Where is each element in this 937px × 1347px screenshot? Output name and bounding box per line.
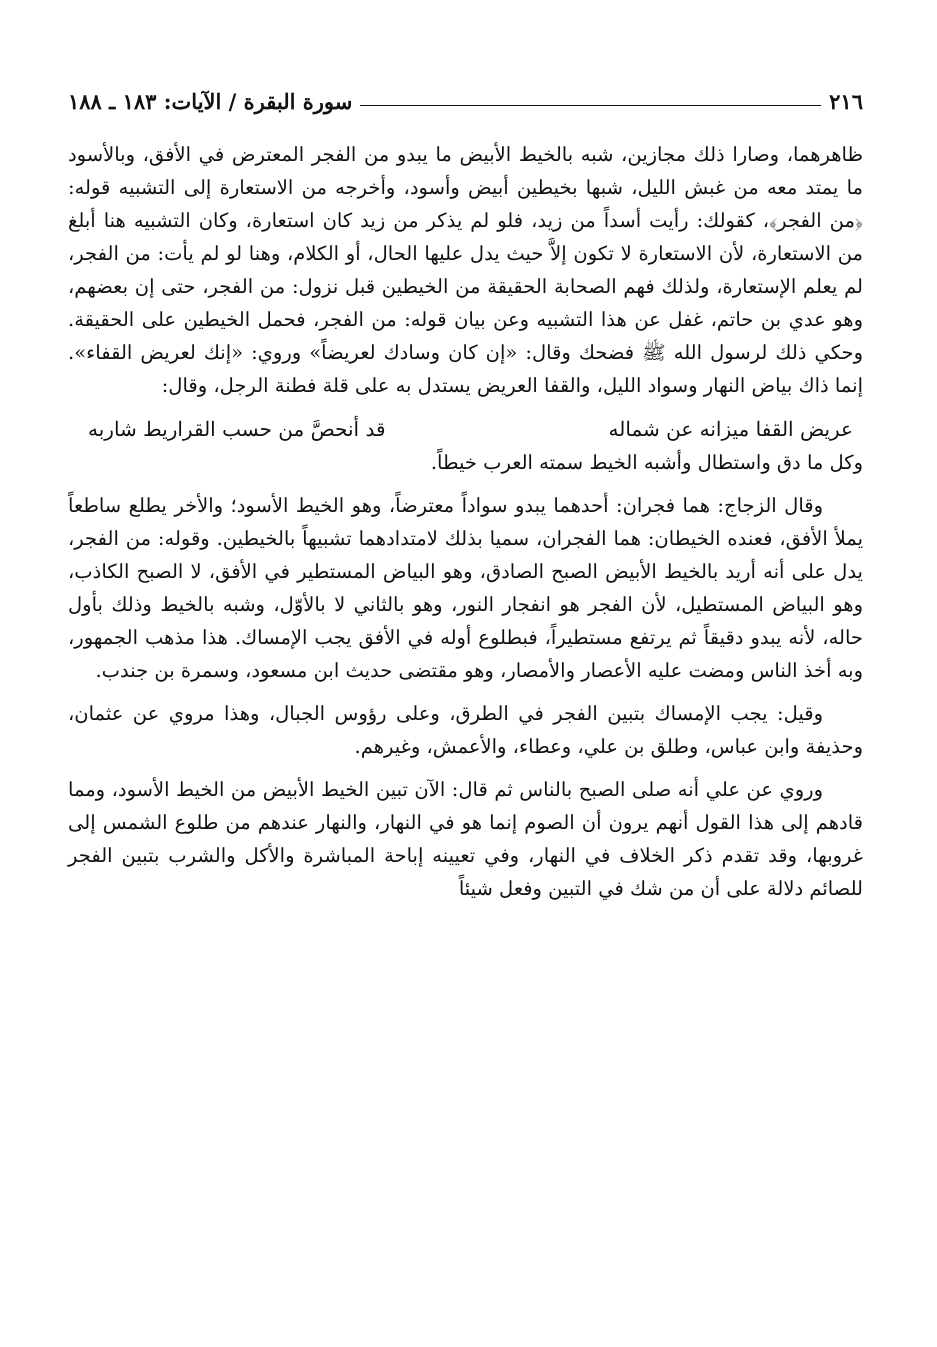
paragraph-qila: وقيل: يجب الإمساك بتبين الفجر في الطرق، وعلى رؤوس الجبال، وهذا مروي عن عثمان، وحذيفة وابن عباس، وطلق بن علي، وعطاء، والأعمش، وغيرهم. bbox=[68, 702, 863, 758]
page-body bbox=[68, 138, 863, 905]
page-number: ٢١٦ bbox=[829, 88, 863, 114]
paragraph-zajjaj: وقال الزجاج: هما فجران: أحدهما يبدو سواداً معترضاً، وهو الخيط الأسود؛ والأخر يطلع ساطعاً يملأ الأفق، فعنده الخيطان: هما الفجران، سميا بذلك لامتدادهما تشبيهاً بالخيطين. وقوله: من الفجر، يدل على أنه أريد بالخيط الأبيض الصبح الصادق، وهو البياض المستطير في الأفق، لا الصبح الكاذب، وهو البياض المستطيل، لأن الفجر هو انفجار النور، وهو بالثاني لا بالأوّل، وشبه بالخيط وذلك بأول حاله، لأنه يبدو دقيقاً ثم يرتفع مستطيراً، فبطلوع أوله في الأفق يجب الإمساك. هذا مذهب الجمهور، وبه أخذ الناس ومضت عليه الأعصار والأمصار، وهو مقتضى حديث ابن مسعود، وسمرة بن جندب. bbox=[68, 494, 863, 682]
book-page bbox=[68, 82, 863, 905]
verse-first-hemistich: عريض القفا ميزانه عن شماله bbox=[608, 417, 853, 441]
running-header bbox=[68, 82, 863, 120]
header-title: سورة البقرة / الآيات: ١٨٣ ـ ١٨٨ bbox=[68, 88, 353, 114]
paragraph-after-verse: وكل ما دق واستطال وأشبه الخيط سمته العرب خيطاً. bbox=[430, 451, 863, 474]
paragraph-1: ظاهرهما، وصارا ذلك مجازين، شبه بالخيط الأبيض ما يبدو من الفجر المعترض في الأفق، وبالأسود ما يمتد معه من غبش الليل، شبها بخيطين أبيض وأسود، وأخرجه من الاستعارة إلى التشبيه قوله: ﴿من الفجر﴾، كقولك: رأيت أسداً من زيد، فلو لم يذكر من زيد كان استعارة، وكان التشبيه هنا أبلغ من الاستعارة، لأن الاستعارة لا تكون إلاَّ حيث يدل عليها الحال، أو الكلام، وهنا لو لم يأت: من الفجر، لم يعلم الإستعارة، ولذلك فهم الصحابة الحقيقة من الخيطين قبل نزول: من الفجر، حتى إن بعضهم، وهو عدي بن حاتم، غفل عن هذا التشبيه وعن بيان قوله: من الفجر، فحمل الخيطين على الحقيقة. وحكي ذلك لرسول الله ﷺ فضحك وقال: «إن كان وسادك لعريضاً» وروي: «إنك لعريض القفاء». إنما ذاك بياض النهار وسواد الليل، والقفا العريض يستدل به على قلة فطنة الرجل، وقال: bbox=[68, 143, 863, 397]
verse-second-hemistich: قد أنحصَّ من حسب القراريط شاربه bbox=[88, 417, 386, 441]
poetry-verse bbox=[68, 412, 863, 446]
paragraph-ali: وروي عن علي أنه صلى الصبح بالناس ثم قال: الآن تبين الخيط الأبيض من الخيط الأسود، ومما قادهم إلى هذا القول أنهم يرون أن الصوم إنما هو في النهار، والنهار عندهم من طلوع الشمس إلى غروبها، وقد تقدم ذكر الخلاف في النهار، وفي تعيينه إباحة المباشرة والأكل والشرب بتبين الفجر للصائم دلالة على أن من شك في التبين وفعل شيئاً bbox=[68, 778, 863, 900]
header-rule bbox=[360, 105, 821, 106]
